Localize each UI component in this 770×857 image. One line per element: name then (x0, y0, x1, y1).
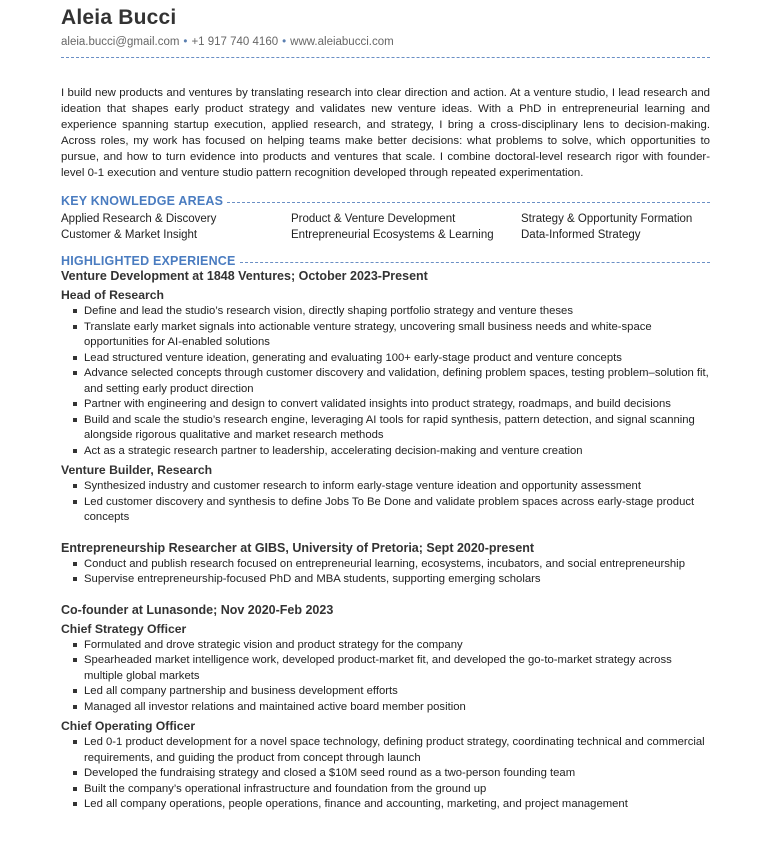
experience-section-header (61, 254, 710, 268)
bullet-item: Led all company partnership and business development efforts (84, 684, 710, 700)
bullet-item: Act as a strategic research partner to leadership, accelerating decision-making and venture creation (84, 444, 710, 460)
bullet-list (61, 735, 710, 813)
knowledge-item: Data-Informed Strategy (521, 228, 641, 241)
website-link[interactable]: www.aleiabucci.com (290, 36, 394, 48)
bullet-item: Advance selected concepts through customer discovery and validation, defining problem spaces, testing problem–solution fit, and setting early product direction (84, 366, 710, 397)
knowledge-item: Product & Venture Development (291, 213, 456, 225)
knowledge-section-header (61, 194, 710, 208)
job-heading: Co-founder at Lunasonde; Nov 2020-Feb 2023 (61, 602, 334, 617)
job-spacer (61, 526, 710, 540)
separator-dot: • (282, 36, 287, 48)
bullet-item: Build and scale the studio’s research engine, leveraging AI tools for rapid synthesis, pattern detection, and signal scanning alongside rigorous qualitative and market research methods (84, 413, 710, 444)
bullet-item: Managed all investor relations and maintained active board member position (84, 700, 710, 716)
bullet-item: Conduct and publish research focused on entrepreneurial learning, ecosystems, incubators, and social entrepreneurship (84, 557, 710, 573)
bullet-item: Partner with engineering and design to convert validated insights into product strategy, roadmaps, and build decisions (84, 397, 710, 413)
bullet-item: Formulated and drove strategic vision and product strategy for the company (84, 638, 710, 654)
bullet-item: Developed the fundraising strategy and closed a $10M seed round as a two-person founding team (84, 766, 710, 782)
bullet-item: Translate early market signals into actionable venture strategy, uncovering small business needs and white-space opportunities for AI-enabled solutions (84, 320, 710, 351)
section-divider (240, 262, 710, 263)
phone-number: +1 917 740 4160 (191, 36, 279, 48)
bullet-item: Led all company operations, people operations, finance and accounting, marketing, and project management (84, 797, 710, 813)
knowledge-item: Customer & Market Insight (61, 228, 198, 241)
job-spacer (61, 588, 710, 602)
bullet-list (61, 557, 710, 588)
bullet-list (61, 638, 710, 716)
separator-dot: • (183, 36, 188, 48)
bullet-item: Built the company’s operational infrastructure and foundation from the ground up (84, 782, 710, 798)
bullet-item: Lead structured venture ideation, generating and evaluating 100+ early-stage product and venture concepts (84, 351, 710, 367)
knowledge-item: Strategy & Opportunity Formation (521, 213, 693, 225)
bullet-item: Spearheaded market intelligence work, developed product-market fit, and developed the go-to-market strategy across multiple global markets (84, 653, 710, 684)
bullet-list (61, 479, 710, 526)
bullet-item: Supervise entrepreneurship-focused PhD and MBA students, supporting emerging scholars (84, 572, 710, 588)
candidate-name: Aleia Bucci (61, 6, 177, 29)
role-title: Venture Builder, Research (61, 463, 213, 477)
job-heading: Venture Development at 1848 Ventures; October 2023-Present (61, 269, 428, 283)
section-title: KEY KNOWLEDGE AREAS (61, 194, 224, 208)
role-title: Chief Strategy Officer (61, 621, 187, 636)
section-divider (227, 202, 710, 203)
bullet-item: Synthesized industry and customer research to inform early-stage venture ideation and opportunity assessment (84, 479, 710, 495)
email-link[interactable]: aleia.bucci@gmail.com (61, 36, 180, 48)
bullet-item: Led 0-1 product development for a novel space technology, defining product strategy, coordinating technical and commercial requirements, and guiding the product from concept through launch (84, 735, 710, 766)
summary-paragraph: I build new products and ventures by translating research into clear direction and action. At a venture studio, I lead research and ideation that shapes early product strategy and validates new venture ideas. With a PhD in entrepreneurial learning and experience spanning startup execution, applied research, and strategy, I bring a cross-disciplinary lens to decision-making. Across roles, my work has focused on helping teams make better decisions: what problems to solve, which opportunities to pursue, and how to turn evidence into products and ventures that scale. I combine doctoral-level research rigor with founder-level 0-1 execution and venture studio pattern recognition developed through repeated experimentation. (61, 87, 710, 179)
job-heading: Entrepreneurship Researcher at GIBS, University of Pretoria; Sept 2020-present (61, 540, 535, 555)
knowledge-item: Applied Research & Discovery (61, 213, 217, 225)
role-title: Chief Operating Officer (61, 719, 196, 733)
experience-list (61, 268, 710, 813)
knowledge-grid (61, 212, 710, 243)
bullet-item: Define and lead the studio’s research vision, directly shaping portfolio strategy and venture theses (84, 304, 710, 320)
knowledge-item: Entrepreneurial Ecosystems & Learning (291, 228, 494, 241)
section-title: HIGHLIGHTED EXPERIENCE (61, 254, 236, 268)
bullet-list (61, 304, 710, 459)
contact-line (61, 35, 710, 49)
bullet-item: Led customer discovery and synthesis to define Jobs To Be Done and validate problem spaces across early-stage product concepts (84, 495, 710, 526)
header-divider (61, 57, 710, 58)
role-title: Head of Research (61, 288, 164, 302)
